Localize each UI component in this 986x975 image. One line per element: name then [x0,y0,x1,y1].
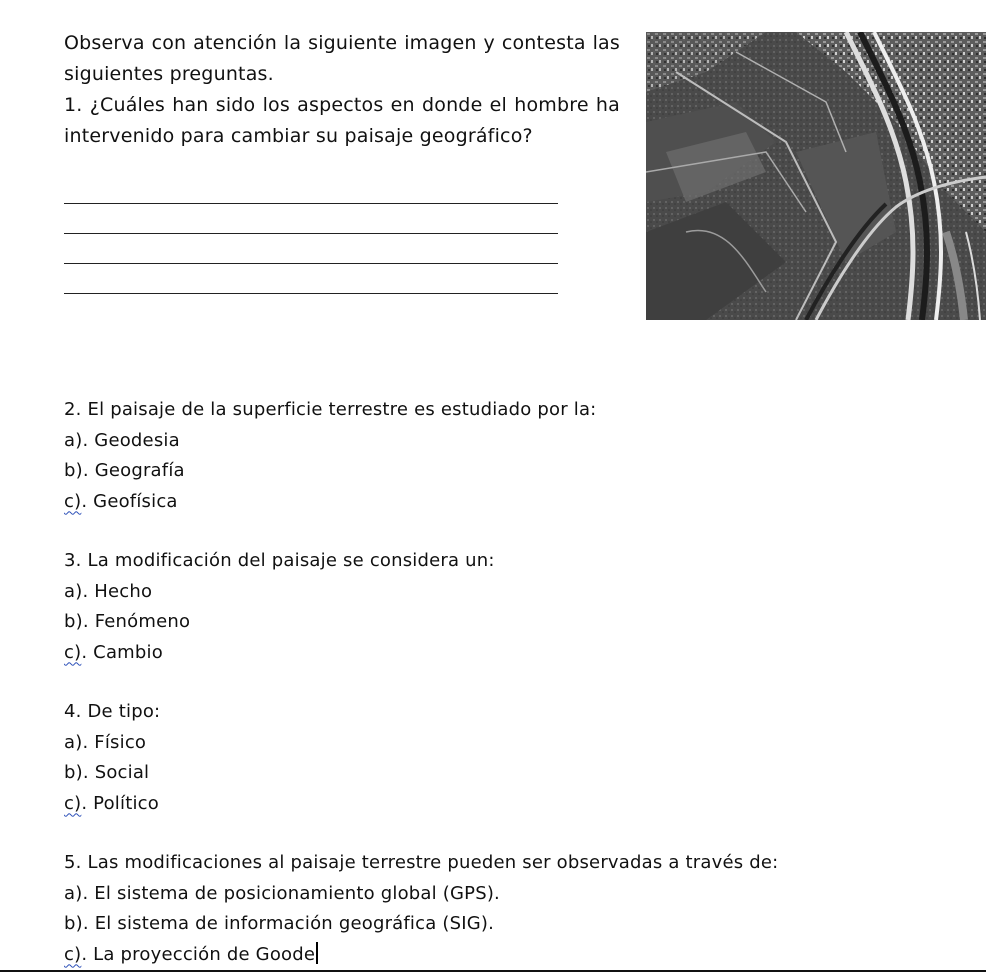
option-4c[interactable] [64,789,160,820]
answer-line[interactable] [64,203,558,204]
question-3 [64,546,495,668]
question-4-text: 4. De tipo: [64,701,161,722]
option-5a[interactable]: a). El sistema de posicionamiento global (GPS). [64,882,500,904]
option-3c-text: . Cambio [81,641,163,663]
option-2b[interactable]: b). Geografía [64,460,185,481]
option-3c-letter: c) [64,641,82,663]
option-5c-letter: c) [64,943,82,965]
option-2a[interactable]: a). Geodesia [64,429,180,451]
text-cursor [316,942,318,964]
option-2c-letter: c) [64,490,82,512]
intro-block [64,28,620,152]
option-3a[interactable]: a). Hecho [64,580,153,602]
page-bottom-rule [0,970,986,972]
question-2-text: 2. El paisaje de la superficie terrestre es estudiado por la: [64,399,597,420]
answer-lines [64,203,558,323]
option-2c[interactable] [64,487,596,518]
aerial-landscape-photo [646,32,986,320]
question-5 [64,848,778,970]
option-4c-text: . Político [81,792,159,814]
answer-line[interactable] [64,263,558,264]
answer-line[interactable] [64,293,558,294]
aerial-photo-icon [646,32,986,320]
question-3-text: 3. La modificación del paisaje se considera un: [64,550,495,571]
option-3c[interactable] [64,638,495,669]
option-4c-letter: c) [64,792,82,814]
option-5b[interactable]: b). El sistema de información geográfica (SIG). [64,913,495,934]
question-2 [64,395,596,517]
answer-line[interactable] [64,233,558,234]
option-5c-text: . La proyección de Goode [81,943,316,965]
option-5c[interactable] [64,940,778,971]
question-4 [64,697,160,819]
instruction-text: Observa con atención la siguiente imagen y contesta las siguientes preguntas. [64,32,620,85]
option-2c-text: . Geofísica [81,490,178,512]
question-5-text: 5. Las modificaciones al paisaje terrestre pueden ser observadas a través de: [64,852,779,873]
option-4b[interactable]: b). Social [64,762,150,783]
option-4a[interactable]: a). Físico [64,731,147,753]
option-3b[interactable]: b). Fenómeno [64,611,191,632]
question-1-text: 1. ¿Cuáles han sido los aspectos en donde el hombre ha intervenido para cambiar su paisaje geográfico? [64,94,620,147]
